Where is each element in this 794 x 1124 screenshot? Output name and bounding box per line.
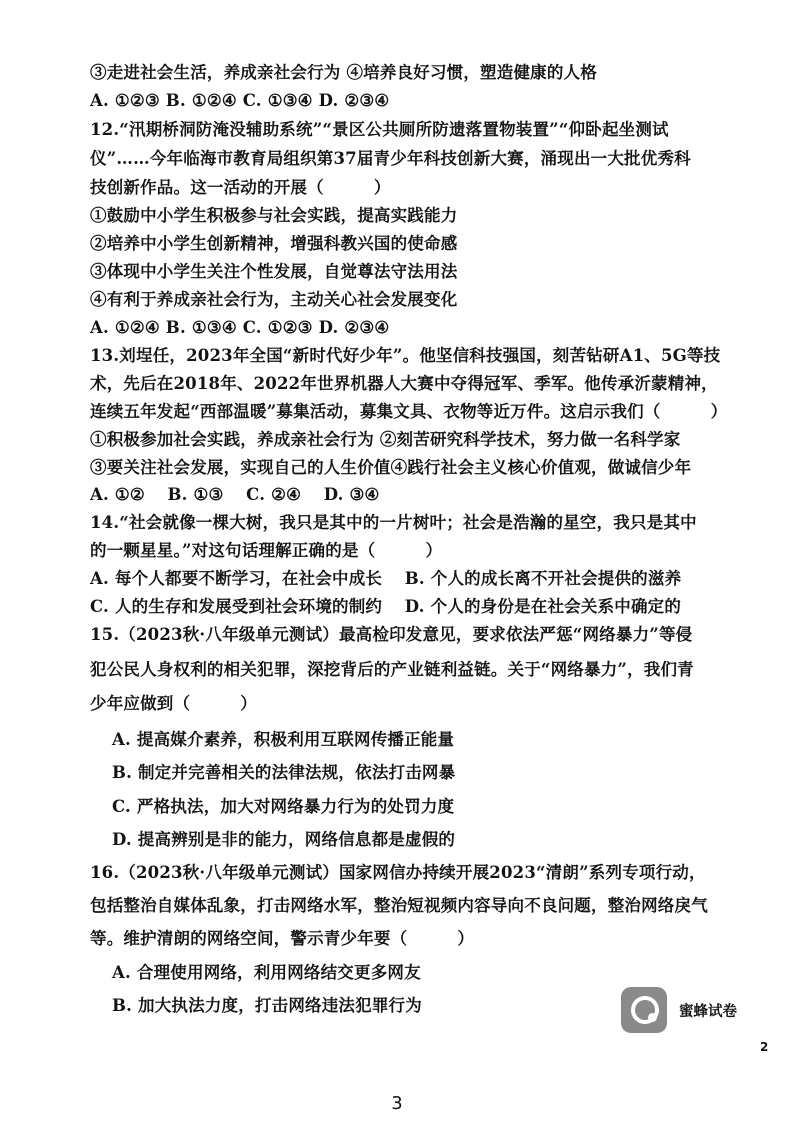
- question-16-text: 16.（2023秋·八年级单元测试）国家网信办持续开展2023“清朗”系列专项行动，: [90, 863, 706, 882]
- text-line: A. ①②④ B. ①③④ C. ①②③ D. ②③④: [90, 318, 390, 337]
- question-15-text: 15.（2023秋·八年级单元测试）最高检印发意见，要求依法严惩“网络暴力”等侵: [90, 625, 693, 644]
- text-line: ③体现中小学生关注个性发展，自觉尊法守法用法: [90, 262, 458, 281]
- question-13-text: 13.刘埕任，2023年全国“新时代好少年”。他坚信科技强国，刻苦钻研A1、5G等技: [90, 346, 721, 365]
- watermark-text: 蜜蜂试卷: [679, 1003, 737, 1020]
- text-line: 少年应做到（ ）: [90, 694, 257, 713]
- text-line: 连续五年发起“西部温暖”募集活动，募集文具、衣物等近万件。这启示我们（ ）: [90, 402, 728, 421]
- text-line: A. ①②③ B. ①②④ C. ①③④ D. ②③④: [90, 91, 390, 110]
- text-line: ④有利于养成亲社会行为，主动关心社会发展变化: [90, 290, 458, 309]
- text-line: 犯公民人身权利的相关犯罪，深挖背后的产业链利益链。关于“网络暴力”，我们青: [90, 660, 694, 679]
- text-line: A. ①② B. ①③ C. ②④ D. ③④: [90, 485, 380, 504]
- text-line: C. 人的生存和发展受到社会环境的制约 D. 个人的身份是在社会关系中确定的: [90, 597, 682, 616]
- text-line: 术，先后在2018年、2022年世界机器人大赛中夺得冠军、季军。他传承沂蒙精神，: [90, 374, 718, 393]
- text-line: 等。维护清朗的网络空间，警示青少年要（ ）: [90, 929, 475, 948]
- text-line: 的一颗星星。”对这句话理解正确的是（ ）: [90, 541, 443, 560]
- option-a: A. 合理使用网络，利用网络结交更多网友: [112, 963, 421, 982]
- question-14-text: 14.“社会就像一棵大树，我只是其中的一片树叶；社会是浩瀚的星空，我只是其中: [90, 513, 697, 532]
- corner-number: 2: [760, 1040, 769, 1054]
- text-line: 技创新作品。这一活动的开展（ ）: [90, 178, 391, 197]
- text-line: A. 每个人都要不断学习，在社会中成长 B. 个人的成长离不开社会提供的滋养: [90, 569, 682, 588]
- option-b: B. 加大执法力度，打击网络违法犯罪行为: [112, 996, 422, 1015]
- text-line: 包括整治自媒体乱象，打击网络水军，整治短视频内容导向不良问题，整治网络戾气: [90, 896, 708, 915]
- text-line: 仪”……今年临海市教育局组织第37届青少年科技创新大赛，涌现出一大批优秀科: [90, 149, 691, 168]
- option-d: D. 提高辨别是非的能力，网络信息都是虚假的: [112, 830, 456, 849]
- bee-exam-logo-icon: [621, 987, 667, 1033]
- text-line: ②培养中小学生创新精神，增强科教兴国的使命感: [90, 234, 458, 253]
- option-c: C. 严格执法，加大对网络暴力行为的处罚力度: [112, 797, 455, 816]
- text-line: ①鼓励中小学生积极参与社会实践，提高实践能力: [90, 206, 458, 225]
- option-b: B. 制定并完善相关的法律法规，依法打击网暴: [112, 763, 456, 782]
- watermark: [621, 987, 737, 1033]
- text-line: ③要关注社会发展，实现自己的人生价值④践行社会主义核心价值观，做诚信少年: [90, 458, 692, 477]
- text-line: ③走进社会生活，养成亲社会行为 ④培养良好习惯，塑造健康的人格: [90, 63, 597, 82]
- page-number: 3: [391, 1093, 403, 1114]
- question-12-text: 12.“汛期桥洞防淹没辅助系统”“景区公共厕所防遗落置物装置”“仰卧起坐测试: [90, 120, 669, 139]
- option-a: A. 提高媒介素养，积极利用互联网传播正能量: [112, 730, 455, 749]
- text-line: ①积极参加社会实践，养成亲社会行为 ②刻苦研究科学技术，努力做一名科学家: [90, 430, 681, 449]
